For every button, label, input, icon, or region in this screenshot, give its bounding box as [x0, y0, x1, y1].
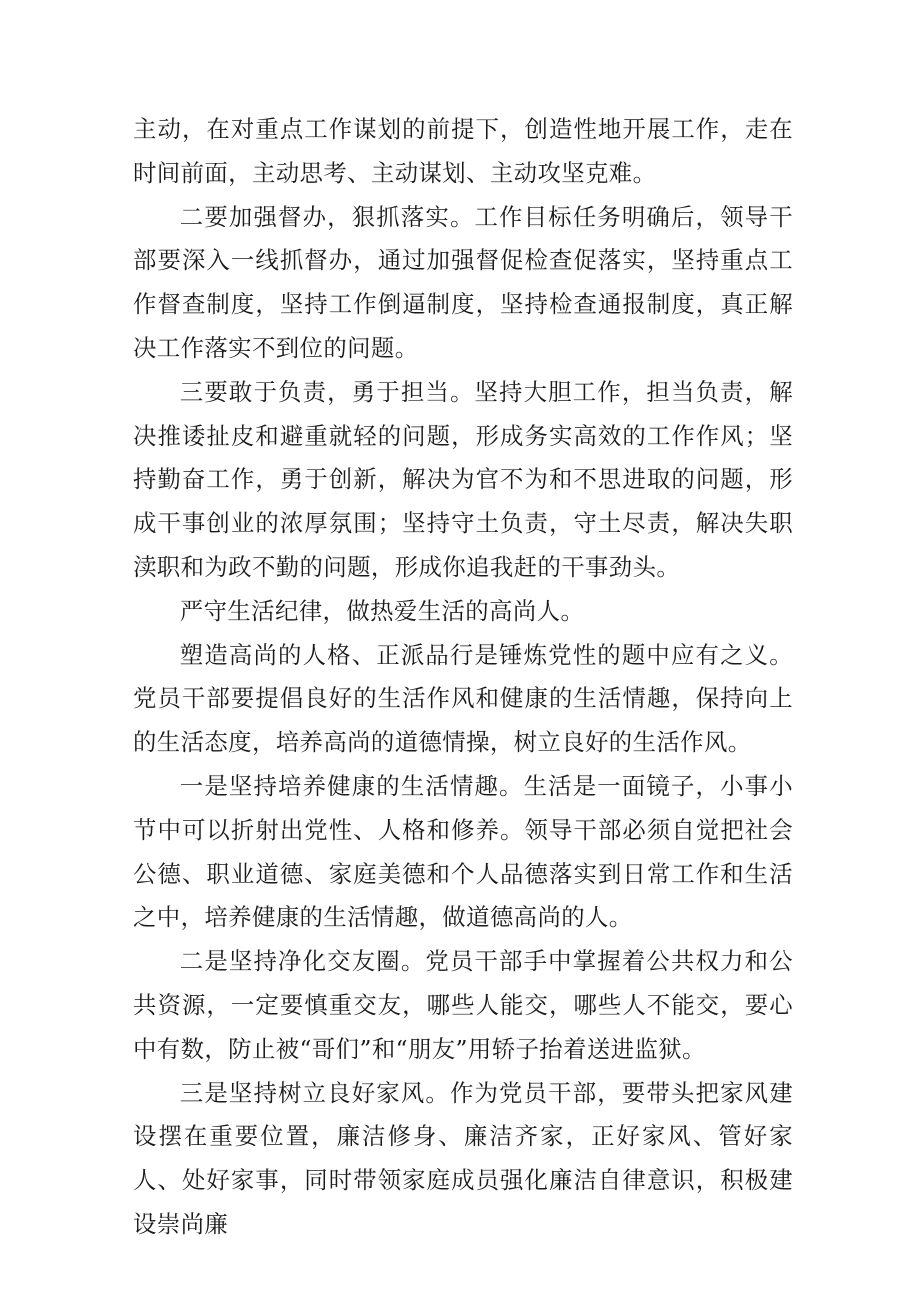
paragraph-continuation: 主动，在对重点工作谋划的前提下，创造性地开展工作，走在时间前面，主动思考、主动谋划、主动攻坚克难。	[133, 115, 793, 187]
section-heading-life-discipline: 严守生活纪律，做热爱生活的高尚人。	[179, 596, 585, 625]
paragraph-responsibility: 三要敢于负责，勇于担当。坚持大胆工作，担当负责，解决推诿扯皮和避重就轻的问题，形成务实高效的工作作风；坚持勤奋工作，勇于创新，解决为官不为和不思进取的问题，形成干事创业的浓厚氛围；坚持守土负责，守土尽责，解决失职渎职和为政不勤的问题，形成你追我赶的干事劲头。	[133, 377, 793, 581]
paragraph-family-style: 三是坚持树立良好家风。作为党员干部，要带头把家风建设摆在重要位置，廉洁修身、廉洁齐家，正好家风、管好家人、处好家事，同时带领家庭成员强化廉洁自律意识，积极建设崇尚廉	[133, 1078, 793, 1238]
paragraph-supervision: 二要加强督办，狠抓落实。工作目标任务明确后，领导干部要深入一线抓督办，通过加强督促检查促落实，坚持重点工作督查制度，坚持工作倒逼制度，坚持检查通报制度，真正解决工作落实不到位的问题。	[133, 202, 793, 362]
document-page	[133, 108, 793, 1247]
paragraph-character: 塑造高尚的人格、正派品行是锤炼党性的题中应有之义。党员干部要提倡良好的生活作风和健康的生活情趣，保持向上的生活态度，培养高尚的道德情操，树立良好的生活作风。	[133, 640, 793, 757]
paragraph-friend-circle: 二是坚持净化交友圈。党员干部手中掌握着公共权力和公共资源，一定要慎重交友，哪些人能交，哪些人不能交，要心中有数，防止被“哥们”和“朋友”用轿子抬着送进监狱。	[133, 947, 793, 1063]
paragraph-healthy-life: 一是坚持培养健康的生活情趣。生活是一面镜子，小事小节中可以折射出党性、人格和修养。领导干部必须自觉把社会公德、职业道德、家庭美德和个人品德落实到日常工作和生活之中，培养健康的生活情趣，做道德高尚的人。	[133, 771, 793, 932]
